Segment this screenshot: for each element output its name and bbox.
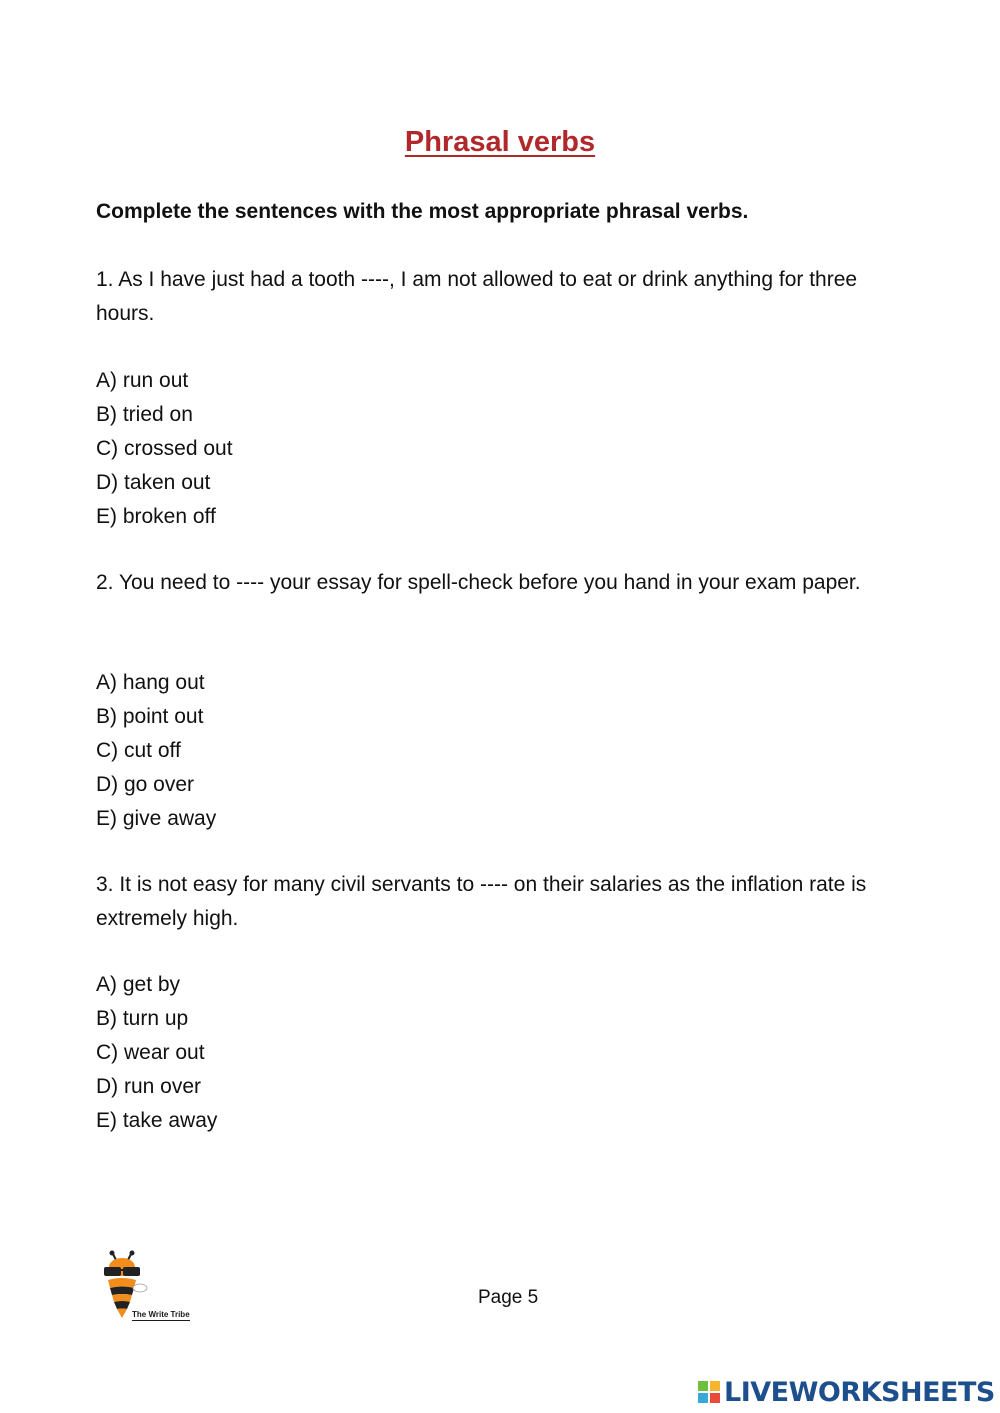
liveworksheets-brand (697, 1374, 995, 1410)
question-3-options (96, 968, 217, 1138)
option-b[interactable]: B) turn up (96, 1007, 189, 1030)
option-c[interactable]: C) wear out (96, 1041, 205, 1064)
option-c[interactable]: C) crossed out (96, 437, 233, 460)
liveworksheets-wordmark: LIVEWORKSHEETS (724, 1376, 995, 1408)
option-e[interactable]: E) broken off (96, 505, 216, 528)
logo-caption: The Write Tribe (132, 1310, 190, 1319)
page-number: Page 5 (478, 1287, 539, 1308)
option-a[interactable]: A) get by (96, 973, 181, 996)
option-c[interactable]: C) cut off (96, 739, 181, 762)
question-1: 1. As I have just had a tooth ----, I am not allowed to eat or drink anything for three hours. (96, 268, 858, 325)
option-e[interactable]: E) give away (96, 807, 217, 830)
option-d[interactable]: D) run over (96, 1075, 202, 1098)
option-a[interactable]: A) hang out (96, 671, 205, 694)
instructions: Complete the sentences with the most appropriate phrasal verbs. (96, 200, 749, 223)
question-3: 3. It is not easy for many civil servants to ---- on their salaries as the inflation rate is extremely high. (96, 873, 867, 930)
question-1-options (96, 364, 233, 534)
liveworksheets-logo-icon (697, 1380, 721, 1404)
option-a[interactable]: A) run out (96, 369, 189, 392)
question-2: 2. You need to ---- your essay for spell-check before you hand in your exam paper. (96, 571, 861, 594)
option-d[interactable]: D) go over (96, 773, 195, 796)
question-2-options (96, 666, 216, 836)
option-e[interactable]: E) take away (96, 1109, 218, 1132)
option-d[interactable]: D) taken out (96, 471, 211, 494)
option-b[interactable]: B) point out (96, 705, 204, 728)
page-title: Phrasal verbs (404, 126, 596, 158)
option-b[interactable]: B) tried on (96, 403, 193, 426)
